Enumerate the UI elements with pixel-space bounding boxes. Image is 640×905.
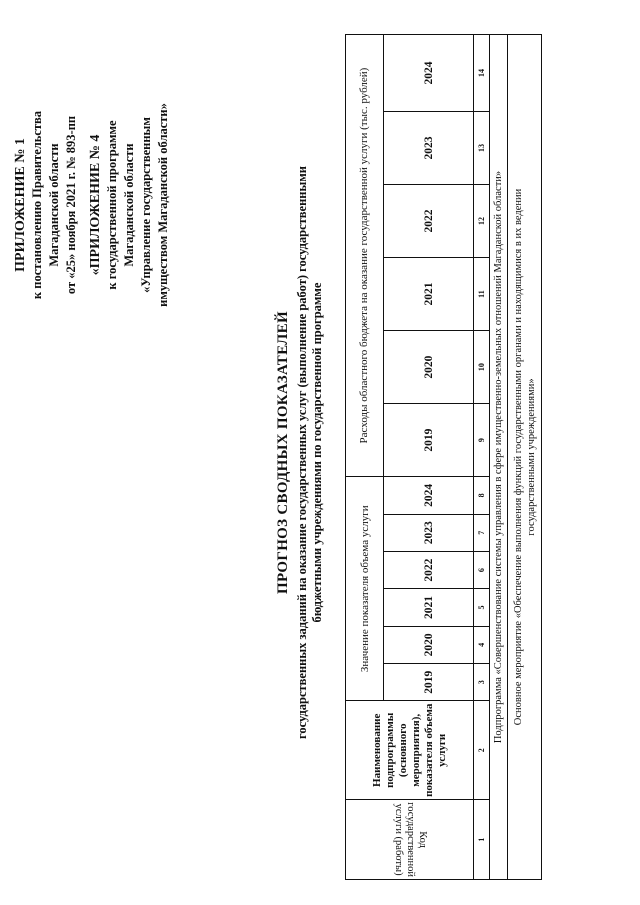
subprogram-row: Подпрограмма «Совершенствование системы управления в сфере имущественно-земельных отношений Магаданской области» (490, 35, 508, 880)
year-volume-2022: 2022 (384, 551, 474, 588)
col-number: 13 (474, 111, 490, 184)
title-sub-2: бюджетными учреждениями по государственной программе (310, 282, 324, 623)
year-volume-2020: 2020 (384, 626, 474, 663)
year-budget-2020: 2020 (384, 331, 474, 404)
col-number: 9 (474, 404, 490, 477)
year-budget-2023: 2023 (384, 111, 474, 184)
year-volume-2024: 2024 (384, 477, 474, 514)
col-number: 10 (474, 331, 490, 404)
year-volume-2019: 2019 (384, 664, 474, 701)
year-budget-2019: 2019 (384, 404, 474, 477)
year-budget-2024: 2024 (384, 35, 474, 112)
appendix-number: ПРИЛОЖЕНИЕ № 1 (13, 138, 28, 272)
year-budget-2022: 2022 (384, 184, 474, 257)
appendix-region: Магаданской области (47, 143, 61, 267)
col-number: 1 (474, 800, 490, 880)
year-volume-2023: 2023 (384, 514, 474, 551)
col-number: 12 (474, 184, 490, 257)
year-volume-2021: 2021 (384, 589, 474, 626)
title-main: ПРОГНОЗ СВОДНЫХ ПОКАЗАТЕЛЕЙ (275, 311, 291, 594)
title-sub-1: государственных заданий на оказание государственных услуг (выполнение работ) государственными (295, 166, 309, 739)
col-number: 6 (474, 551, 490, 588)
indicators-table (345, 34, 542, 880)
col-number: 3 (474, 664, 490, 701)
document-title (275, 80, 325, 825)
appendix-program-name-1: «Управление государственным (139, 117, 153, 293)
header-name: Наименование подпрограммы (основного мероприятия), показателя объема услуги (346, 701, 474, 800)
header-code-cell (346, 800, 474, 880)
col-number: 7 (474, 514, 490, 551)
col-number: 14 (474, 35, 490, 112)
header-volume-group: Значение показателя объема услуги (346, 477, 384, 701)
appendix-program-region: Магаданской области (122, 143, 136, 267)
col-number: 2 (474, 701, 490, 800)
activity-row: Основное мероприятие «Обеспечение выполнения функций государственными органами и находящимися в их ведении государственными учреждениями» (508, 35, 542, 880)
appendix-inner-number: «ПРИЛОЖЕНИЕ № 4 (88, 134, 103, 276)
appendix-date: от «25» ноября 2021 г. № 893-пп (64, 115, 78, 295)
appendix-program-name-2: имуществом Магаданской области» (156, 103, 170, 307)
header-budget-group: Расходы областного бюджета на оказание государственной услуги (тыс. рублей) (346, 35, 384, 477)
appendix-program: к государственной программе (105, 120, 119, 290)
col-number: 5 (474, 589, 490, 626)
col-number: 8 (474, 477, 490, 514)
col-number: 11 (474, 258, 490, 331)
appendix-decree: к постановлению Правительства (30, 110, 44, 300)
header-code: Код государственной услуги (работы) (392, 802, 428, 878)
appendix-block (12, 55, 172, 355)
col-number: 4 (474, 626, 490, 663)
year-budget-2021: 2021 (384, 258, 474, 331)
